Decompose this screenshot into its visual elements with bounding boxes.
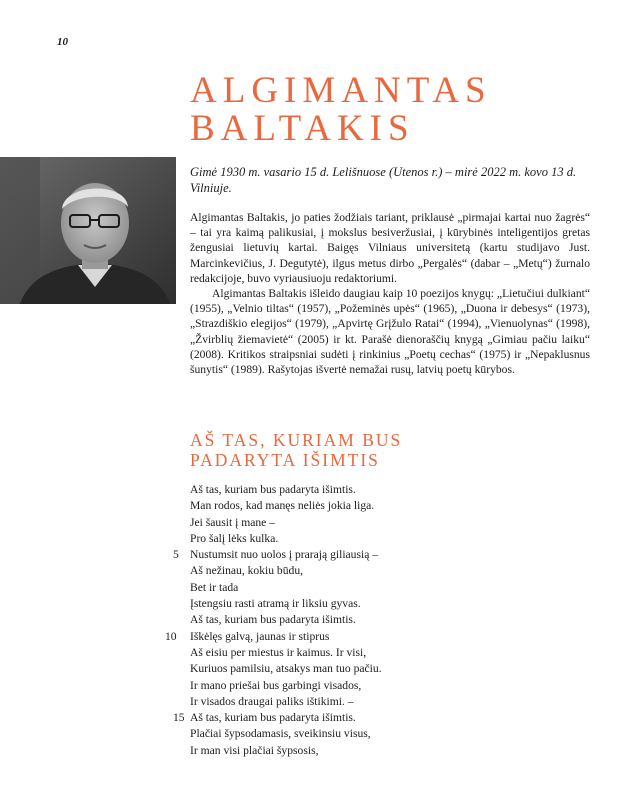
poem-line-text: Nustumsit nuo uolos į prarają giliausią – <box>190 548 379 562</box>
line-number: 5 <box>173 548 179 562</box>
poem-line <box>190 661 590 677</box>
poem-line <box>173 710 590 726</box>
poem-line-text: Pro šalį lėks kulka. <box>190 531 279 545</box>
poem-line <box>190 612 590 628</box>
poem-line <box>190 645 590 661</box>
author-name-line1: ALGIMANTAS <box>190 70 492 111</box>
poem-line-text: Bet ir tada <box>190 580 239 594</box>
poem-line-text: Aš tas, kuriam bus padaryta išimtis. <box>190 711 356 725</box>
author-portrait-icon <box>0 157 176 304</box>
poem-line-text: Aš nežinau, kokiu būdu, <box>190 564 304 578</box>
author-portrait-photo <box>0 157 176 304</box>
poem-line <box>190 498 590 514</box>
poem-line <box>190 563 590 579</box>
poem-line-text: Plačiai šypsodamasis, sveikinsiu visus, <box>190 727 371 741</box>
poem-line-text: Iškėlęs galvą, jaunas ir stiprus <box>190 629 330 643</box>
author-lifespan: Gimė 1930 m. vasario 15 d. Lelišnuose (Utenos r.) – mirė 2022 m. kovo 13 d. Vilniuje. <box>190 165 577 195</box>
poem-line-text: Ir mano priešai bus garbingi visados, <box>190 678 362 692</box>
line-number: 15 <box>173 711 185 725</box>
poem-line <box>190 482 590 498</box>
author-name <box>190 72 492 148</box>
poem-title-line2: PADARYTA IŠIMTIS <box>190 450 380 470</box>
poem-line-text: Aš tas, kuriam bus padaryta išimtis. <box>190 483 356 496</box>
poem-line <box>190 694 590 710</box>
poem-line-text: Aš tas, kuriam bus padaryta išimtis. <box>190 613 356 627</box>
poem-line <box>190 726 590 742</box>
poem-line <box>190 531 590 547</box>
poem-line-text: Man rodos, kad manęs neliės jokia liga. <box>190 499 375 513</box>
poem-line <box>190 678 590 694</box>
poem-line <box>190 596 590 612</box>
poem-line-text: Aš eisiu per miestus ir kaimus. Ir visi, <box>190 645 367 659</box>
poem-line <box>190 515 590 531</box>
author-biography <box>190 210 590 377</box>
poem-body <box>165 482 590 759</box>
poem-line-text: Ir man visi plačiai šypsosis, <box>190 743 319 757</box>
poem-line <box>190 743 590 759</box>
poem-line-text: Kuriuos pamilsiu, atsakys man tuo pačiu. <box>190 662 382 676</box>
poem-line <box>165 629 590 645</box>
bio-paragraph: Algimantas Baltakis išleido daugiau kaip 10 poezijos knygų: „Lietučiui dulkiant“ (1955), „Velnio tiltas“ (1957), „Požeminės upės“ (1965), „Duona ir debesys“ (1973), „Strazdiškio elegijos“ (1979), „Apvirtę Grįžulo Ratai“ (1994), „Vienuolynas“ (1998), „Žvirblių žiemavietė“ (2005) ir kt. Parašė dienoraščių knygą „Gimiau pačiu laiku“ (2008). Kritikos straipsniai sudėti į rinkinius „Poetų cechas“ (1975) ir „Nepaklusnus šunytis“ (1989). Rašytojas išvertė nemažai rusų, latvių poetų kūrybos. <box>190 287 590 377</box>
poem-title <box>190 430 402 470</box>
poem-line-text: Įstengsiu rasti atramą ir liksiu gyvas. <box>190 597 361 611</box>
poem-line <box>173 547 590 563</box>
bio-paragraph: Algimantas Baltakis, jo paties žodžiais tariant, priklausė „pirmajai kartai nuo žagrės“ – tai yra kaimą palikusiai, į mokslus besiveržusiai, į kūrybinės inteligentijos gretas žengusiai lietuvių kartai. Baigęs Vilniaus universitetą (kartu studijavo Just. Marcinkevičius, J. Degutytė), ilgus metus dirbo „Pergalės“ (dabar – „Metų“) žurnalo redakcijoje, buvo vyriausiuoju redaktoriumi. <box>190 211 590 285</box>
author-name-line2: BALTAKIS <box>190 108 415 149</box>
poem-title-line1: AŠ TAS, KURIAM BUS <box>190 430 403 450</box>
poem-line-text: Ir visados draugai paliks ištikimi. – <box>190 694 354 708</box>
poem-line <box>190 580 590 596</box>
page-number: 10 <box>57 36 68 48</box>
line-number: 10 <box>165 629 177 643</box>
poem-line-text: Jei šausit į mane – <box>190 515 276 529</box>
